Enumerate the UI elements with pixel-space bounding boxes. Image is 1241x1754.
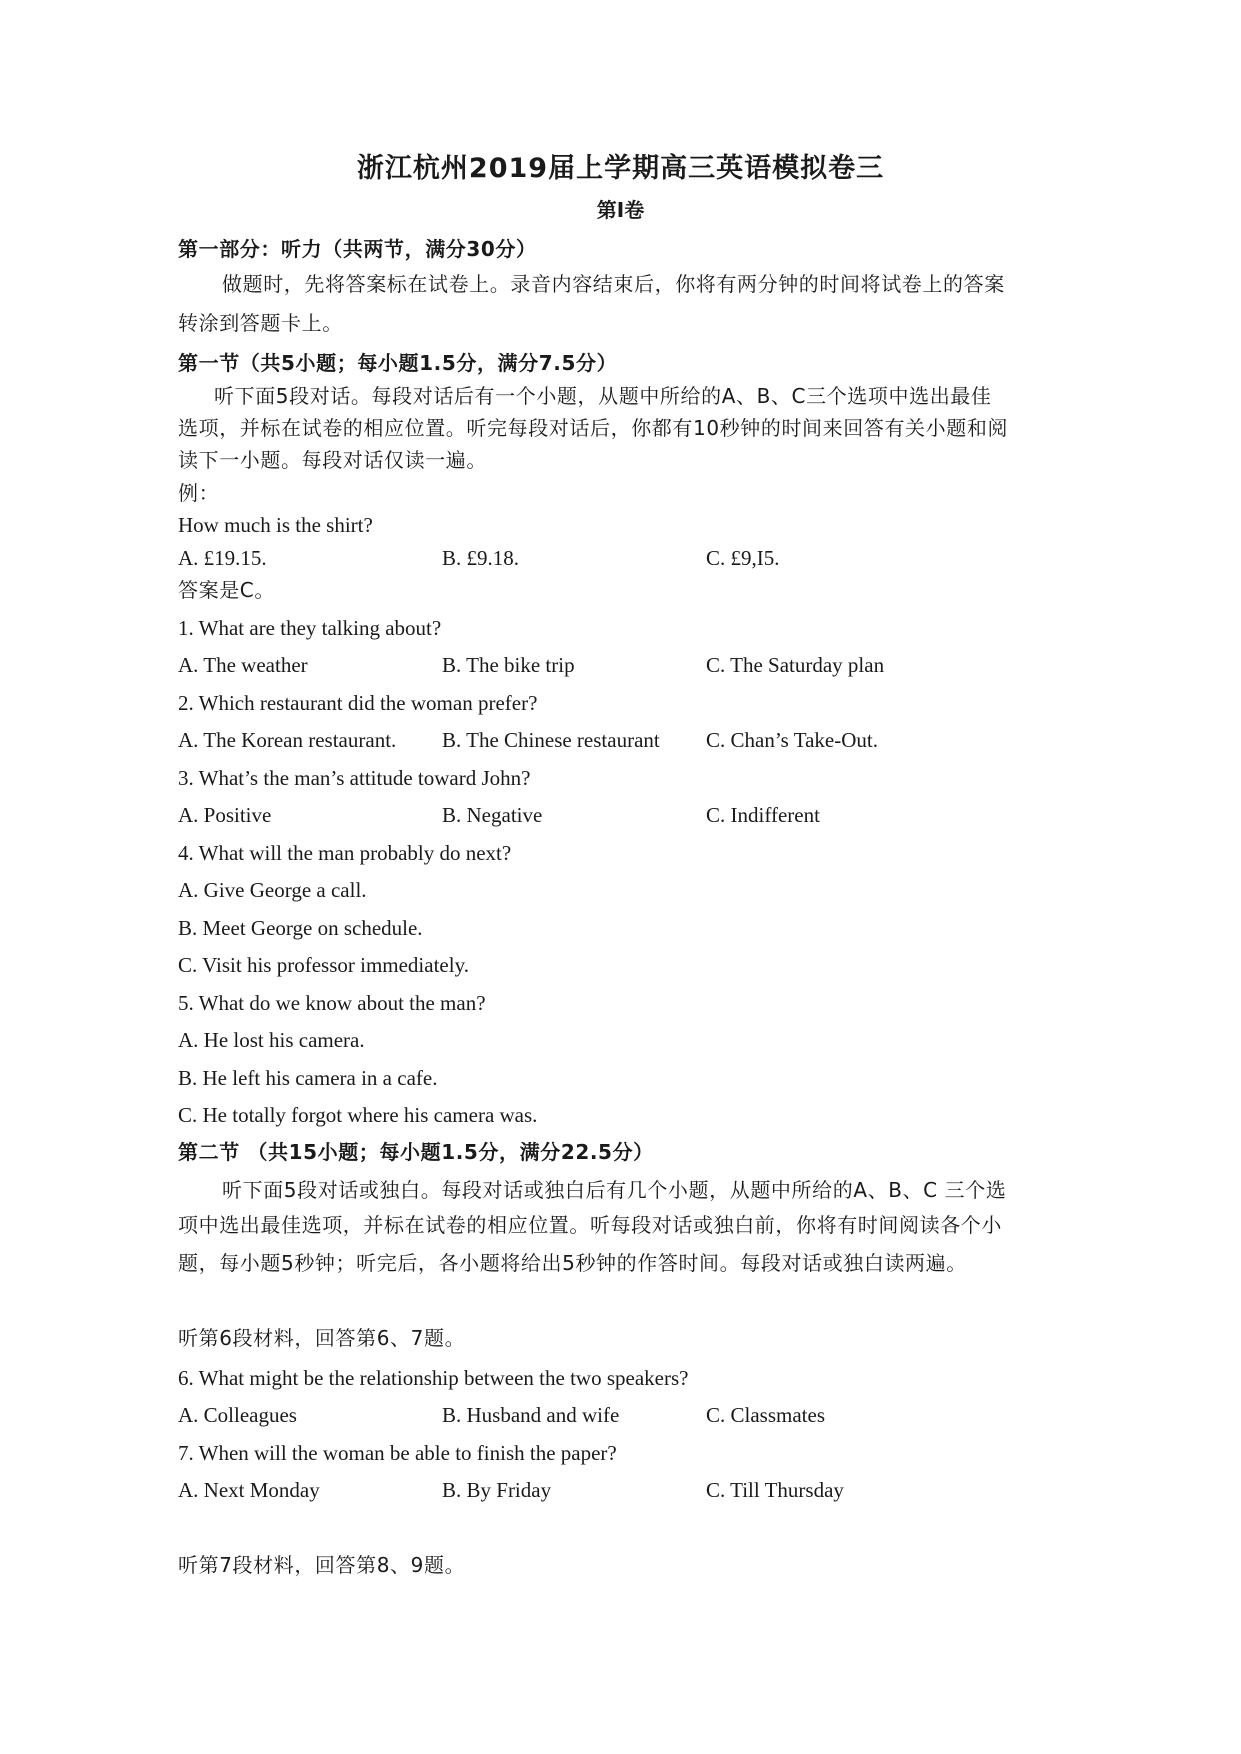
section2-heading: 第二节 （共15小题；每小题1.5分，满分22.5分） bbox=[178, 1140, 654, 1164]
section1-instr-line3: 读下一小题。每段对话仅读一遍。 bbox=[178, 448, 487, 472]
question-5-option-b: B. He left his camera in a cafe. bbox=[178, 1066, 438, 1090]
example-option-b: B. £9.18. bbox=[442, 546, 520, 570]
question-2-option-c: C. Chan’s Take-Out. bbox=[706, 728, 878, 752]
question-3-option-b: B. Negative bbox=[442, 803, 543, 827]
example-label: 例： bbox=[178, 481, 220, 505]
question-2-option-b: B. The Chinese restaurant bbox=[442, 728, 660, 752]
question-6-option-c: C. Classmates bbox=[706, 1403, 825, 1427]
question-3-option-c: C. Indifferent bbox=[706, 803, 820, 827]
section2-instr-line1: 听下面5段对话或独白。每段对话或独白后有几个小题，从题中所给的A、B、C 三个选 bbox=[222, 1178, 1007, 1202]
example-answer: 答案是C。 bbox=[178, 578, 275, 602]
section1-instr-line2: 选项，并标在试卷的相应位置。听完每段对话后，你都有10秒钟的时间来回答有关小题和阅 bbox=[178, 416, 1009, 440]
example-question: How much is the shirt? bbox=[178, 513, 373, 537]
question-7: 7. When will the woman be able to finish the paper? bbox=[178, 1441, 617, 1465]
question-5: 5. What do we know about the man? bbox=[178, 991, 486, 1015]
question-3: 3. What’s the man’s attitude toward John? bbox=[178, 766, 531, 790]
question-2: 2. Which restaurant did the woman prefer? bbox=[178, 691, 538, 715]
section1-instr-line1: 听下面5段对话。每段对话后有一个小题，从题中所给的A、B、C三个选项中选出最佳 bbox=[214, 384, 992, 408]
question-7-option-c: C. Till Thursday bbox=[706, 1478, 844, 1502]
exam-title: 浙江杭州2019届上学期高三英语模拟卷三 bbox=[356, 153, 885, 184]
question-5-option-c: C. He totally forgot where his camera was. bbox=[178, 1103, 538, 1127]
question-6-option-b: B. Husband and wife bbox=[442, 1403, 620, 1427]
question-6: 6. What might be the relationship between the two speakers? bbox=[178, 1366, 689, 1390]
question-4-option-b: B. Meet George on schedule. bbox=[178, 916, 423, 940]
question-2-option-a: A. The Korean restaurant. bbox=[178, 728, 397, 752]
section1-heading: 第一节（共5小题；每小题1.5分，满分7.5分） bbox=[178, 351, 618, 375]
question-6-option-a: A. Colleagues bbox=[178, 1403, 297, 1427]
part1-heading: 第一部分：听力（共两节，满分30分） bbox=[178, 237, 537, 261]
section2-instr-line2: 项中选出最佳选项，并标在试卷的相应位置。听每段对话或独白前，你将有时间阅读各个小 bbox=[178, 1213, 1002, 1237]
question-7-option-b: B. By Friday bbox=[442, 1478, 552, 1502]
part1-intro-line1: 做题时，先将答案标在试卷上。录音内容结束后，你将有两分钟的时间将试卷上的答案 bbox=[222, 272, 1005, 296]
question-4-option-a: A. Give George a call. bbox=[178, 878, 367, 902]
section2-instr-line3: 题，每小题5秒钟；听完后，各小题将给出5秒钟的作答时间。每段对话或独白读两遍。 bbox=[178, 1251, 967, 1275]
question-4: 4. What will the man probably do next? bbox=[178, 841, 512, 865]
material-7-label: 听第7段材料，回答第8、9题。 bbox=[178, 1553, 466, 1577]
question-1-option-a: A. The weather bbox=[178, 653, 308, 677]
question-3-option-a: A. Positive bbox=[178, 803, 272, 827]
material-6-label: 听第6段材料，回答第6、7题。 bbox=[178, 1326, 466, 1350]
question-7-option-a: A. Next Monday bbox=[178, 1478, 320, 1502]
part1-intro-line2: 转涂到答题卡上。 bbox=[178, 311, 343, 335]
example-option-c: C. £9,I5. bbox=[706, 546, 780, 570]
volume-label: 第I卷 bbox=[596, 198, 645, 222]
question-1-option-c: C. The Saturday plan bbox=[706, 653, 885, 677]
example-option-a: A. £19.15. bbox=[178, 546, 267, 570]
question-4-option-c: C. Visit his professor immediately. bbox=[178, 953, 469, 977]
question-1: 1. What are they talking about? bbox=[178, 616, 442, 640]
question-5-option-a: A. He lost his camera. bbox=[178, 1028, 365, 1052]
question-1-option-b: B. The bike trip bbox=[442, 653, 575, 677]
